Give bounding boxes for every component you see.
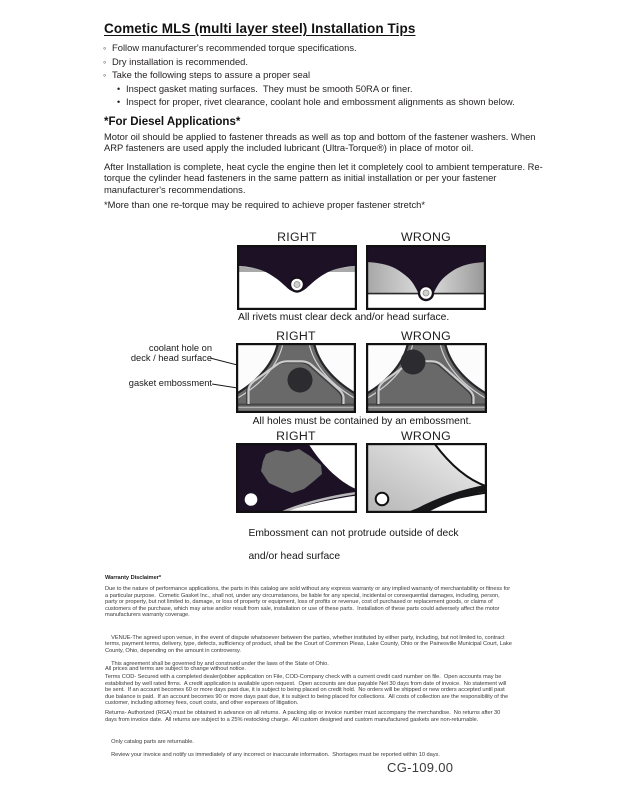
pair3-caption (237, 516, 459, 574)
embossment-containment-wrong-diagram (366, 343, 487, 413)
diesel-paragraph-2: After Installation is complete, heat cycle the engine then let it completely cool to ambient temperature. Re-torque the cylinder head fasteners in the same pattern as initial installation or per your fastener manufacturer's recommendations. (104, 161, 543, 195)
pair3-caption-line1: Embossment can not protrude outside of deck (248, 527, 459, 539)
open-bullet-icon (103, 70, 112, 80)
bullet-icon (117, 97, 126, 107)
open-bullet-icon (103, 57, 112, 67)
tip-subitem (103, 97, 573, 107)
pair1-caption: All rivets must clear deck and/or head surface. (238, 312, 450, 323)
governing-law-text: This agreement shall be governed by and construed under the laws of the State of Ohio. (111, 660, 329, 667)
disclaimer-prices-note: All prices and terms are subject to change without notice. (105, 666, 246, 672)
retorque-note: *More than one re-torque may be required to achieve proper fastener stretch* (104, 199, 426, 210)
coolant-hole-label-line2: deck / head surface (130, 352, 212, 363)
tip-text: Take the following steps to assure a proper seal (112, 69, 311, 81)
gasket-embossment-label: gasket embossment (128, 378, 212, 388)
coolant-hole-label (100, 344, 212, 364)
disclaimer-paragraph-returns: Returns- Authorized (RGA) must be obtained in advance on all returns. A packing slip or invoice number must accompany the merchandise. No returns after 30 days from invoice date. All returns are subject to a 25% restocking charge. All custom designed and custom manufactured gaskets are non-returnable. (105, 710, 502, 723)
tip-item (103, 57, 573, 67)
coolant-hole-label-line1: coolant hole on (148, 343, 212, 353)
returnable-note: Only catalog parts are returnable. (111, 738, 194, 745)
rivet-clearance-right-diagram (237, 245, 357, 310)
venue-text: VENUE-The agreed upon venue, in the event of dispute whatsoever between the parties, whether instituted by either party, including, but not limited to, contract terms, payment terms, delivery, type, defects, sufficiency of product, shall be the Court of Common Pleas, Lake County, Ohio or the Painesville Municipal Court, Lake County, Ohio, depending on the amount in controversy. (105, 634, 514, 654)
rivet-clearance-wrong-diagram (366, 245, 486, 310)
open-bullet-icon (103, 43, 112, 53)
bullet-icon (117, 84, 126, 94)
invoice-review-note: Review your invoice and notify us immediately of any incorrect or inaccurate information. Shortages must be reported within 10 days. (111, 751, 440, 758)
pair3-right-label: RIGHT (276, 429, 316, 443)
tip-subitem (103, 84, 573, 94)
embossment-protrusion-wrong-diagram (366, 443, 487, 513)
pair3-wrong-label: WRONG (401, 429, 451, 443)
pair2-right-label: RIGHT (276, 329, 316, 343)
diesel-paragraph-1: Motor oil should be applied to fastener threads as well as top and bottom of the fastener washers. When ARP fasteners are used apply the included lubricant (Ultra-Torque®) in place of motor oil. (104, 131, 538, 154)
tip-text: Follow manufacturer's recommended torque specifications. (112, 42, 357, 53)
disclaimer-paragraph-terms: Terms COD- Secured with a completed dealer/jobber application on File, COD-Company check with a current credit card number on file. Open accounts may be established by well rated firms. A credit application is available upon request. Open accounts are due payable Net 30 days from date of invoice. No statement will be sent. If an account becomes 60 or more days past due, it is subject to being placed on credit hold. No orders will be shipped or new orders accepted until past due balance is paid. If an account becomes 90 or more days past due, it is subject to being placed for collections. All costs of collection are the responsibility of the customer, including attorney fees, court costs, and other expenses of litigation. (105, 674, 510, 707)
pair3-caption-line2: and/or head surface (248, 550, 341, 562)
diesel-heading: *For Diesel Applications* (104, 116, 241, 128)
embossment-containment-right-diagram (236, 343, 356, 413)
tip-item (103, 70, 573, 80)
pair1-right-label: RIGHT (277, 230, 317, 244)
tip-item (103, 43, 573, 53)
pair2-wrong-label: WRONG (401, 329, 451, 343)
embossment-protrusion-right-diagram (236, 443, 357, 513)
page-title: Cometic MLS (multi layer steel) Installation Tips (104, 21, 416, 36)
pair2-caption: All holes must be contained by an embossment. (252, 416, 472, 427)
tip-text: Dry installation is recommended. (112, 55, 248, 67)
pair1-wrong-label: WRONG (401, 230, 451, 244)
tip-text: Inspect gasket mating surfaces. They must be smooth 50RA or finer. (126, 82, 413, 94)
tip-text: Inspect for proper, rivet clearance, coolant hole and embossment alignments as shown below. (126, 96, 515, 108)
page-number: CG-109.00 (387, 760, 454, 775)
installation-tips-list (103, 43, 573, 111)
disclaimer-paragraph-warranty: Due to the nature of performance applications, the parts in this catalog are sold without any express warranty or any implied warranty of merchantability or fitness for a particular purpose. Cometic Gasket Inc., shall not, under any circumstances, be liable for any special, incidental or consequential damages, including, person, party or property, but not limited to, damage, or loss of property or equipment, loss of profits or revenue, cost of purchased or replacement goods, or claims of customers of the purchase, which may arise and/or result from sale, installation or use of these parts. Installation of these parts could adversely affect the motor manufacturers warranty coverage. (105, 586, 512, 619)
disclaimer-heading: Warranty Disclaimer* (105, 575, 162, 581)
